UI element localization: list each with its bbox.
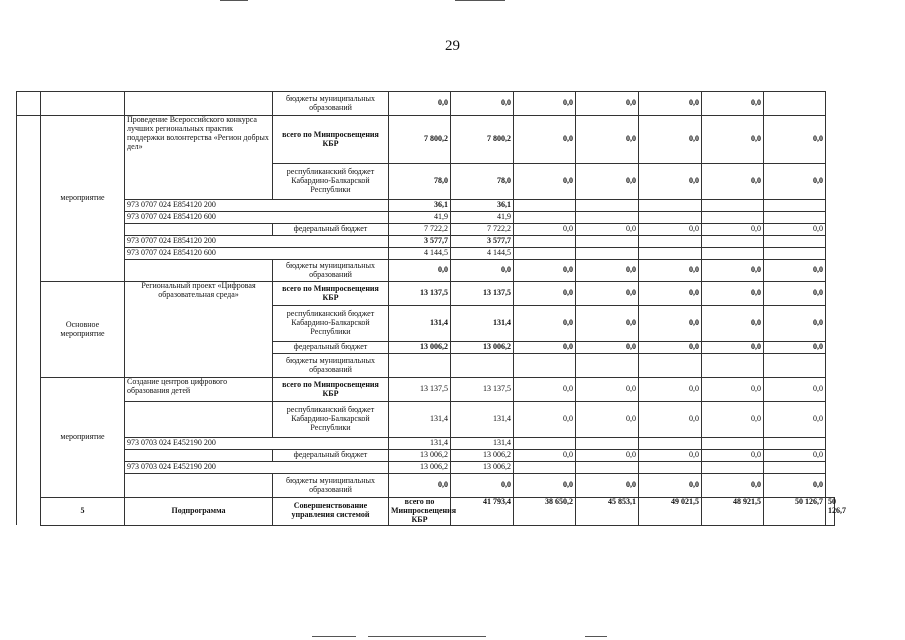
value-cell — [576, 462, 639, 474]
value-cell: 78,0 — [451, 164, 514, 200]
value-cell: 131,4 — [389, 402, 451, 438]
value-cell: 0,0 — [764, 116, 826, 164]
value-cell: 38 650,2 — [514, 498, 576, 526]
value-cell — [639, 236, 702, 248]
table-row — [17, 378, 835, 402]
value-cell — [576, 354, 639, 378]
value-cell — [639, 200, 702, 212]
value-cell: 13 006,2 — [451, 462, 514, 474]
value-cell: 0,0 — [639, 474, 702, 498]
table-row — [17, 236, 835, 248]
value-cell: 0,0 — [639, 92, 702, 116]
value-cell: 0,0 — [702, 282, 764, 306]
table-row — [17, 438, 835, 450]
value-cell: 41,9 — [389, 212, 451, 224]
value-cell — [639, 248, 702, 260]
value-cell — [451, 354, 514, 378]
value-cell: 0,0 — [576, 116, 639, 164]
source-cell: республиканский бюджет Кабардино-Балкарской Республики — [273, 306, 389, 342]
value-cell: 0,0 — [639, 450, 702, 462]
value-cell — [639, 212, 702, 224]
value-cell: 0,0 — [389, 92, 451, 116]
value-cell: 0,0 — [389, 260, 451, 282]
bottom-rule — [585, 636, 607, 637]
value-cell: 13 137,5 — [451, 282, 514, 306]
value-cell: 3 577,7 — [451, 236, 514, 248]
value-cell — [764, 354, 826, 378]
table-row — [17, 402, 835, 438]
value-cell: 3 577,7 — [389, 236, 451, 248]
value-cell — [764, 462, 826, 474]
value-cell — [702, 236, 764, 248]
value-cell — [514, 462, 576, 474]
top-rule — [220, 0, 248, 1]
value-cell: 0,0 — [764, 450, 826, 462]
name-cell — [125, 402, 273, 438]
value-cell: 0,0 — [639, 342, 702, 354]
source-cell: федеральный бюджет — [273, 224, 389, 236]
value-cell: 48 921,5 — [702, 498, 764, 526]
value-cell: 0,0 — [639, 224, 702, 236]
kind-cell — [41, 92, 125, 116]
value-cell: 0,0 — [514, 378, 576, 402]
value-cell — [639, 438, 702, 450]
value-cell: 0,0 — [702, 378, 764, 402]
value-cell: 131,4 — [389, 306, 451, 342]
name-cell: Региональный проект «Цифровая образовательная среда» — [125, 282, 273, 378]
kbk-code-cell: 973 0703 024 E452190 200 — [125, 462, 389, 474]
value-cell: 0,0 — [764, 306, 826, 342]
value-cell: 13 006,2 — [451, 342, 514, 354]
source-cell: федеральный бюджет — [273, 450, 389, 462]
value-cell: 4 144,5 — [389, 248, 451, 260]
value-cell: 0,0 — [576, 378, 639, 402]
value-cell: 0,0 — [514, 116, 576, 164]
value-cell — [702, 354, 764, 378]
value-cell — [576, 438, 639, 450]
value-cell: 50 126,7 — [764, 498, 826, 526]
value-cell: 0,0 — [639, 282, 702, 306]
source-cell: всего по Минпросвещения КБР — [273, 378, 389, 402]
value-cell: 13 137,5 — [451, 378, 514, 402]
value-cell: 0,0 — [389, 474, 451, 498]
value-cell: 13 006,2 — [389, 450, 451, 462]
value-cell: 7 800,2 — [389, 116, 451, 164]
source-cell: республиканский бюджет Кабардино-Балкарской Республики — [273, 402, 389, 438]
value-cell — [639, 462, 702, 474]
value-cell: 0,0 — [639, 378, 702, 402]
table-row — [17, 116, 835, 164]
value-cell: 0,0 — [576, 306, 639, 342]
value-cell: 0,0 — [639, 116, 702, 164]
source-cell: республиканский бюджет Кабардино-Балкарской Республики — [273, 164, 389, 200]
kind-cell: мероприятие — [41, 116, 125, 282]
value-cell: 36,1 — [451, 200, 514, 212]
source-cell: всего по Минпросвещения КБР — [273, 282, 389, 306]
value-cell: 0,0 — [514, 402, 576, 438]
value-cell: 0,0 — [702, 306, 764, 342]
table-row — [17, 474, 835, 498]
value-cell — [702, 212, 764, 224]
value-cell: 7 722,2 — [389, 224, 451, 236]
value-cell: 0,0 — [702, 116, 764, 164]
value-cell — [514, 236, 576, 248]
index-cell: 5 — [41, 498, 125, 526]
value-cell — [514, 200, 576, 212]
source-cell: всего по Минпросвещения КБР — [273, 116, 389, 164]
value-cell: 0,0 — [576, 92, 639, 116]
value-cell: 0,0 — [702, 224, 764, 236]
table-row — [17, 462, 835, 474]
value-cell: 0,0 — [764, 402, 826, 438]
source-cell: федеральный бюджет — [273, 342, 389, 354]
value-cell: 0,0 — [702, 342, 764, 354]
value-cell: 0,0 — [702, 474, 764, 498]
source-cell: бюджеты муниципальных образований — [273, 260, 389, 282]
value-cell: 7 800,2 — [451, 116, 514, 164]
value-cell: 0,0 — [639, 260, 702, 282]
value-cell: 0,0 — [576, 260, 639, 282]
value-cell — [576, 248, 639, 260]
value-cell: 13 137,5 — [389, 282, 451, 306]
value-cell — [702, 200, 764, 212]
value-cell — [576, 212, 639, 224]
value-cell: 0,0 — [639, 402, 702, 438]
value-cell: 7 722,2 — [451, 224, 514, 236]
value-cell: 0,0 — [576, 402, 639, 438]
value-cell: 0,0 — [702, 164, 764, 200]
value-cell — [764, 236, 826, 248]
kind-cell: Подпрограмма — [125, 498, 273, 526]
name-cell — [125, 450, 273, 462]
value-cell: 0,0 — [764, 342, 826, 354]
value-cell — [576, 200, 639, 212]
top-rule — [455, 0, 505, 1]
value-cell: 0,0 — [702, 402, 764, 438]
value-cell: 0,0 — [764, 164, 826, 200]
value-cell: 0,0 — [576, 164, 639, 200]
value-cell — [514, 438, 576, 450]
value-cell: 13 006,2 — [451, 450, 514, 462]
bottom-rule — [312, 636, 356, 637]
table-row — [17, 282, 835, 306]
value-cell: 4 144,5 — [451, 248, 514, 260]
kind-cell: мероприятие — [41, 378, 125, 498]
value-cell — [389, 354, 451, 378]
value-cell — [702, 438, 764, 450]
value-cell: 41,9 — [451, 212, 514, 224]
value-cell: 41 793,4 — [451, 498, 514, 526]
value-cell: 0,0 — [702, 260, 764, 282]
value-cell: 0,0 — [514, 92, 576, 116]
source-cell: всего по Минпросвещения КБР — [389, 498, 451, 526]
kbk-code-cell: 973 0707 024 E854120 200 — [125, 236, 389, 248]
value-cell: 45 853,1 — [576, 498, 639, 526]
value-cell: 0,0 — [451, 92, 514, 116]
bottom-rule — [368, 636, 486, 637]
source-cell: бюджеты муниципальных образований — [273, 474, 389, 498]
value-cell — [764, 200, 826, 212]
value-cell: 0,0 — [514, 164, 576, 200]
table-row — [17, 248, 835, 260]
table-row — [17, 92, 835, 116]
name-cell — [125, 260, 273, 282]
value-cell: 0,0 — [639, 306, 702, 342]
value-cell: 0,0 — [576, 282, 639, 306]
value-cell: 13 137,5 — [389, 378, 451, 402]
value-cell: 131,4 — [389, 438, 451, 450]
index-cell — [17, 116, 41, 526]
value-cell: 49 021,5 — [639, 498, 702, 526]
value-cell — [764, 212, 826, 224]
value-cell — [702, 248, 764, 260]
value-cell — [702, 462, 764, 474]
value-cell: 0,0 — [451, 474, 514, 498]
value-cell: 0,0 — [514, 450, 576, 462]
value-cell: 0,0 — [514, 224, 576, 236]
value-cell — [639, 354, 702, 378]
value-cell: 0,0 — [639, 164, 702, 200]
value-cell: 0,0 — [702, 92, 764, 116]
value-cell: 0,0 — [514, 474, 576, 498]
value-cell: 0,0 — [451, 260, 514, 282]
value-cell: 0,0 — [764, 260, 826, 282]
kbk-code-cell: 973 0707 024 E854120 600 — [125, 248, 389, 260]
value-cell: 131,4 — [451, 438, 514, 450]
kbk-code-cell: 973 0707 024 E854120 200 — [125, 200, 389, 212]
table-row — [17, 224, 835, 236]
value-cell — [514, 212, 576, 224]
value-cell: 0,0 — [576, 224, 639, 236]
page-number: 29 — [445, 38, 460, 54]
value-cell: 13 006,2 — [389, 342, 451, 354]
source-cell: бюджеты муниципальных образований — [273, 92, 389, 116]
value-cell: 131,4 — [451, 306, 514, 342]
table-row — [17, 212, 835, 224]
table-row — [17, 450, 835, 462]
value-cell — [514, 354, 576, 378]
name-cell — [125, 474, 273, 498]
value-cell: 0,0 — [764, 224, 826, 236]
value-cell — [764, 92, 826, 116]
value-cell: 0,0 — [576, 450, 639, 462]
name-cell: Совершенствование управления системой — [273, 498, 389, 526]
value-cell: 0,0 — [514, 342, 576, 354]
value-cell: 0,0 — [514, 260, 576, 282]
value-cell: 0,0 — [702, 450, 764, 462]
value-cell: 0,0 — [514, 282, 576, 306]
budget-table — [16, 91, 846, 526]
value-cell: 0,0 — [576, 342, 639, 354]
value-cell: 131,4 — [451, 402, 514, 438]
value-cell: 0,0 — [764, 282, 826, 306]
value-cell: 78,0 — [389, 164, 451, 200]
index-cell — [17, 92, 41, 116]
table-row — [17, 200, 835, 212]
value-cell — [764, 438, 826, 450]
table-row — [17, 498, 835, 526]
value-cell — [514, 248, 576, 260]
value-cell: 0,0 — [764, 474, 826, 498]
value-cell: 50 126,7 — [826, 498, 835, 526]
name-cell: Создание центров цифрового образования детей — [125, 378, 273, 402]
name-cell — [125, 92, 273, 116]
name-cell: Проведение Всероссийского конкурса лучших региональных практик поддержки волонтерства «Регион добрых дел» — [125, 116, 273, 200]
source-cell: бюджеты муниципальных образований — [273, 354, 389, 378]
value-cell — [576, 236, 639, 248]
kind-cell: Основное мероприятие — [41, 282, 125, 378]
value-cell: 13 006,2 — [389, 462, 451, 474]
value-cell: 0,0 — [576, 474, 639, 498]
value-cell: 0,0 — [764, 378, 826, 402]
kbk-code-cell: 973 0703 024 E452190 200 — [125, 438, 389, 450]
kbk-code-cell: 973 0707 024 E854120 600 — [125, 212, 389, 224]
table-row — [17, 260, 835, 282]
value-cell: 0,0 — [514, 306, 576, 342]
name-cell — [125, 224, 273, 236]
value-cell — [764, 248, 826, 260]
value-cell: 36,1 — [389, 200, 451, 212]
